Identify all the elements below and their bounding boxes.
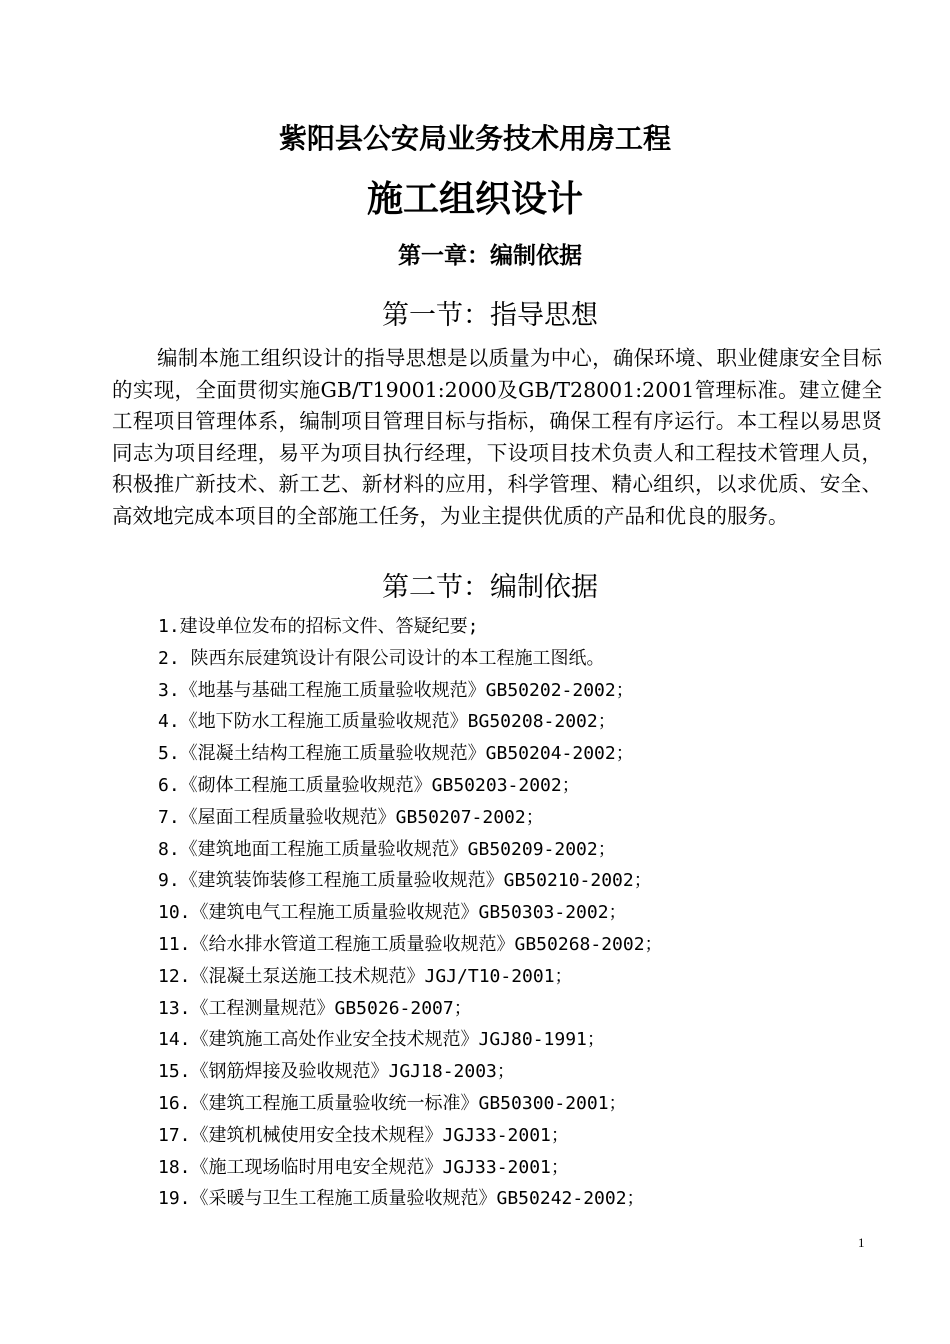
list-item: 11.《给水排水管道工程施工质量验收规范》GB50268-2002； <box>158 933 663 955</box>
list-item: 7.《屋面工程质量验收规范》GB50207-2002； <box>158 806 544 828</box>
list-item: 6.《砌体工程施工质量验收规范》GB50203-2002； <box>158 774 580 796</box>
list-item: 15.《钢筋焊接及验收规范》JGJ18-2003； <box>158 1061 515 1083</box>
document-title-project: 紫阳县公安局业务技术用房工程 <box>278 122 671 155</box>
section-paragraph: 编制本施工组织设计的指导思想是以质量为中心，确保环境、职业健康安全目标的实现，全面贯彻实施GB/T19001:2000及GB/T28001:2001管理标准。建立健全工程项目管理体系，编制项目管理目标与指标，确保工程有序运行。本工程以易思贤同志为项目经理，易平为项目执行经理，下设项目技术负责人和工程技术管理人员，积极推广新技术、新工艺、新材料的应用，科学管理、精心组织，以求优质、安全、高效地完成本项目的全部施工任务，为业主提供优质的产品和优良的服务。 <box>112 346 882 528</box>
reference-list <box>158 611 663 1215</box>
list-item: 9.《建筑装饰装修工程施工质量验收规范》GB50210-2002； <box>158 870 652 892</box>
page-number: 1 <box>858 1235 865 1250</box>
list-item: 1.建设单位发布的招标文件、答疑纪要; <box>158 616 479 637</box>
list-item: 5.《混凝土结构工程施工质量验收规范》GB50204-2002； <box>158 743 634 765</box>
section-heading-guiding-ideas: 第一节：指导思想 <box>382 300 598 331</box>
document-title-main: 施工组织设计 <box>366 178 583 220</box>
section-heading-basis: 第二节：编制依据 <box>382 572 598 603</box>
list-item: 17.《建筑机械使用安全技术规程》JGJ33-2001； <box>158 1124 569 1146</box>
list-item: 14.《建筑施工高处作业安全技术规范》JGJ80-1991； <box>158 1029 605 1051</box>
list-item: 12.《混凝土泵送施工技术规范》JGJ/T10-2001； <box>158 965 573 987</box>
list-item: 16.《建筑工程施工质量验收统一标准》GB50300-2001； <box>158 1092 627 1114</box>
list-item: 18.《施工现场临时用电安全规范》JGJ33-2001； <box>158 1156 569 1178</box>
list-item: 13.《工程测量规范》GB5026-2007； <box>158 997 472 1019</box>
list-item: 10.《建筑电气工程施工质量验收规范》GB50303-2002； <box>158 902 627 924</box>
list-item: 8.《建筑地面工程施工质量验收规范》GB50209-2002； <box>158 838 616 860</box>
list-item: 4.《地下防水工程施工质量验收规范》BG50208-2002； <box>158 711 616 733</box>
list-item: 2. 陕西东辰建筑设计有限公司设计的本工程施工图纸。 <box>158 647 605 669</box>
list-item: 3.《地基与基础工程施工质量验收规范》GB50202-2002； <box>158 679 634 701</box>
list-item: 19.《采暖与卫生工程施工质量验收规范》GB50242-2002； <box>158 1188 645 1210</box>
chapter-heading: 第一章：编制依据 <box>398 242 582 269</box>
